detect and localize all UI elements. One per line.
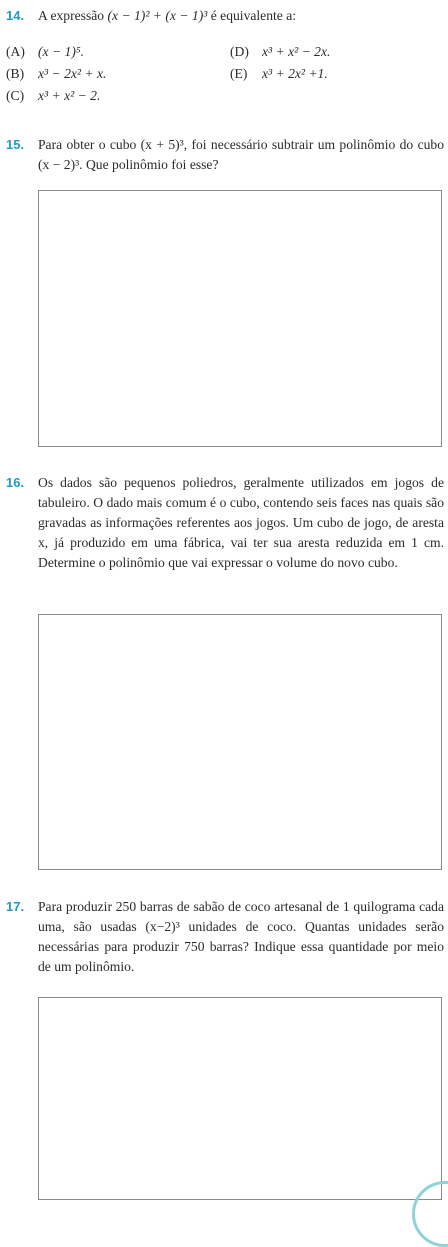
question-16 [6, 473, 444, 573]
question-15 [6, 135, 444, 175]
answer-box-17[interactable] [38, 997, 442, 1200]
question-17 [6, 897, 444, 977]
question-text: A expressão (x − 1)² + (x − 1)³ é equivalente a: [38, 8, 297, 23]
option-b[interactable]: (B) x³ − 2x² + x. [6, 66, 107, 81]
question-text: Para obter o cubo (x + 5)³, foi necessário subtrair um polinômio do cubo (x − 2)³. Que polinômio foi esse? [38, 137, 444, 172]
question-text: Os dados são pequenos poliedros, geralmente utilizados em jogos de tabuleiro. O dado mais comum é o cubo, contendo seis faces nas quais são gravadas as informações referentes aos jogos. Um cubo de jogo, de aresta x, já produzido em uma fábrica, vai ter sua aresta reduzida em 1 cm. Determine o polinômio que vai expressar o volume do novo cubo. [38, 475, 444, 570]
answer-box-16[interactable] [38, 614, 442, 870]
option-a[interactable]: (A) (x − 1)⁵. [6, 44, 84, 59]
question-number: 14. [6, 8, 25, 23]
option-d[interactable]: (D) x³ + x² − 2x. [230, 44, 331, 59]
question-14 [6, 6, 444, 26]
option-e[interactable]: (E) x³ + 2x² +1. [230, 66, 328, 81]
math-expression: (x − 1)² + (x − 1)³ [107, 8, 208, 23]
question-number: 16. [6, 475, 25, 490]
question-number: 17. [6, 899, 25, 914]
question-number: 15. [6, 137, 25, 152]
option-c[interactable]: (C) x³ + x² − 2. [6, 88, 101, 103]
answer-box-15[interactable] [38, 190, 442, 447]
question-text: Para produzir 250 barras de sabão de coco artesanal de 1 quilograma cada uma, são usadas (x−2)³ unidades de coco. Quantas unidades serão necessárias para produzir 750 barras? Indique essa quantidade por meio de um polinômio. [38, 899, 444, 974]
